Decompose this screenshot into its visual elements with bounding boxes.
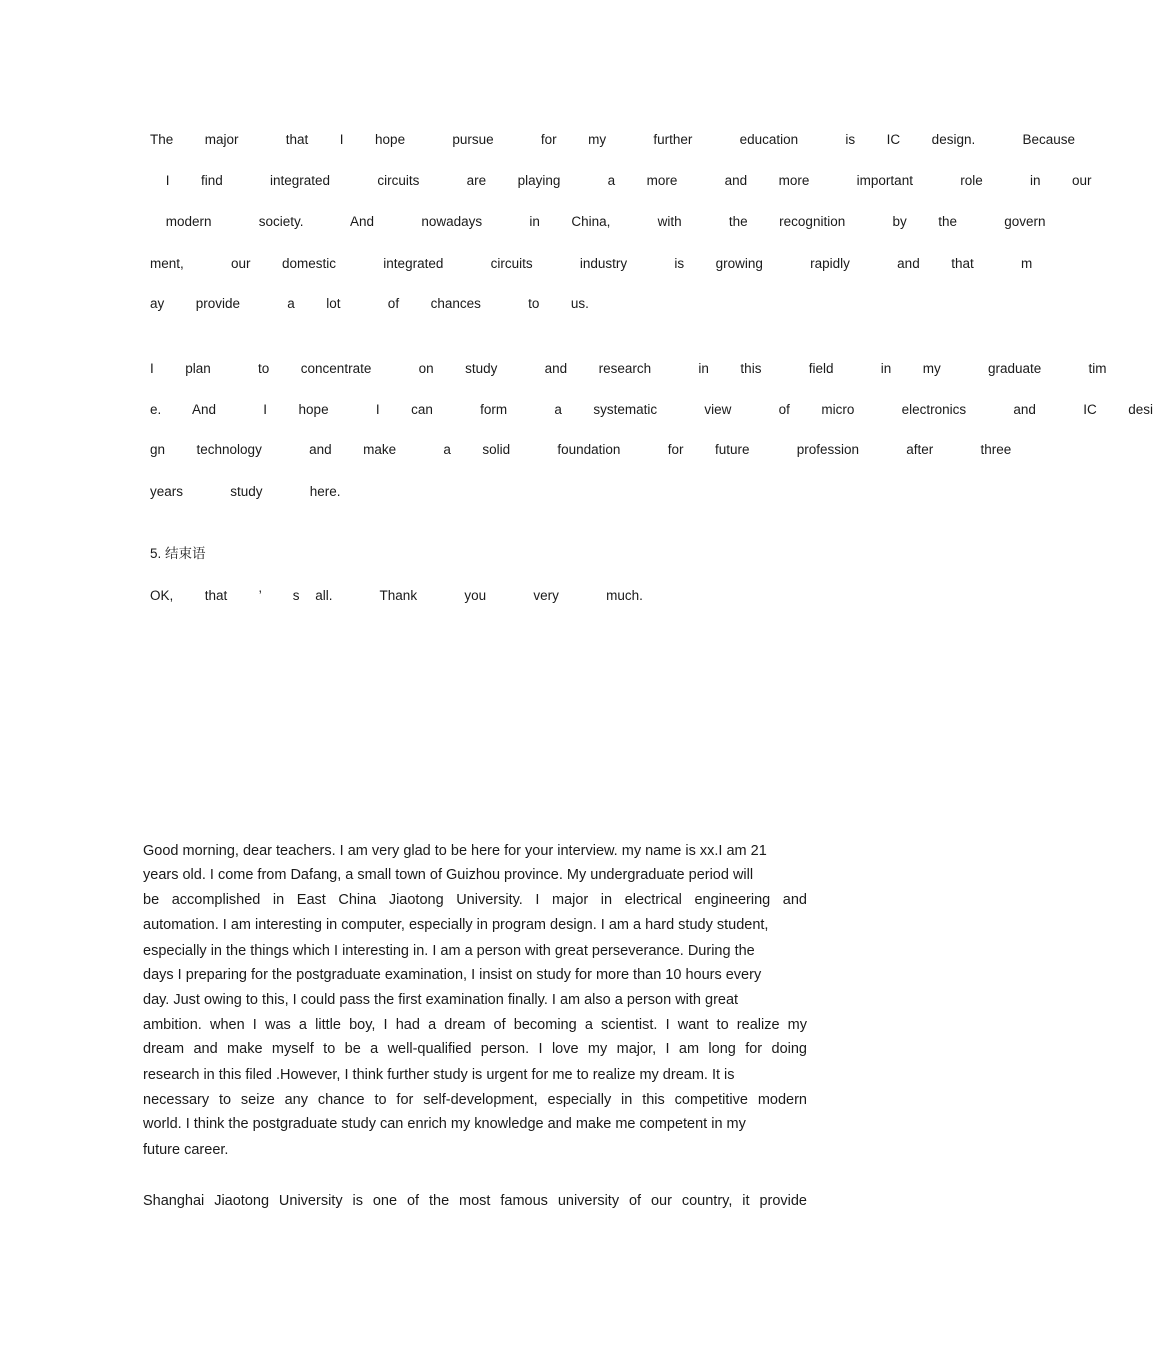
text-line: future career. xyxy=(143,1142,229,1158)
text-line: automation. I am interesting in computer, especially in program design. I am a hard study student, xyxy=(143,917,769,933)
text-line: I find integrated circuits are playing a more and more important role in our xyxy=(150,173,1092,188)
text-line: modern society. And nowadays in China, with the recognition by the govern xyxy=(150,214,1046,229)
text-line: ambition. when I was a little boy, I had a dream of becoming a scientist. I want to realize my xyxy=(143,1017,807,1033)
text-line: be accomplished in East China Jiaotong University. I major in electrical engineering and xyxy=(143,892,807,908)
text-line: years old. I come from Dafang, a small town of Guizhou province. My undergraduate period will xyxy=(143,867,754,883)
text-line: gn technology and make a solid foundation for future profession after three xyxy=(150,442,1012,457)
text-line: research in this filed .However, I think further study is urgent for me to realize my dream. It is xyxy=(143,1067,735,1083)
text-line: especially in the things which I interesting in. I am a person with great perseverance. During the xyxy=(143,943,755,959)
text-line: days I preparing for the postgraduate examination, I insist on study for more than 10 hours every xyxy=(143,967,762,983)
text-line: day. Just owing to this, I could pass the first examination finally. I am also a person with great xyxy=(143,992,739,1008)
text-line: dream and make myself to be a well-qualified person. I love my major, I am long for doing xyxy=(143,1041,807,1057)
text-line: ment, our domestic integrated circuits industry is growing rapidly and that m xyxy=(150,256,1033,271)
text-line: The major that I hope pursue for my further education is IC design. Because xyxy=(150,132,1076,147)
section-heading: 5. 结束语 xyxy=(150,546,206,561)
text-line: I plan to concentrate on study and research in this field in my graduate tim xyxy=(150,361,1107,376)
text-line: Good morning, dear teachers. I am very glad to be here for your interview. my name is xx.I am 21 xyxy=(143,843,767,859)
text-line: world. I think the postgraduate study can enrich my knowledge and make me competent in my xyxy=(143,1116,746,1132)
text-line: necessary to seize any chance to for self-development, especially in this competitive modern xyxy=(143,1092,807,1108)
text-line: years study here. xyxy=(150,484,341,499)
text-line: e. And I hope I can form a systematic view of micro electronics and IC desi xyxy=(150,402,1153,417)
closing-line: OK, that ’ s all. Thank you very much. xyxy=(150,588,643,603)
text-line: Shanghai Jiaotong University is one of the most famous university of our country, it provide xyxy=(143,1193,807,1209)
text-line: ay provide a lot of chances to us. xyxy=(150,296,589,311)
